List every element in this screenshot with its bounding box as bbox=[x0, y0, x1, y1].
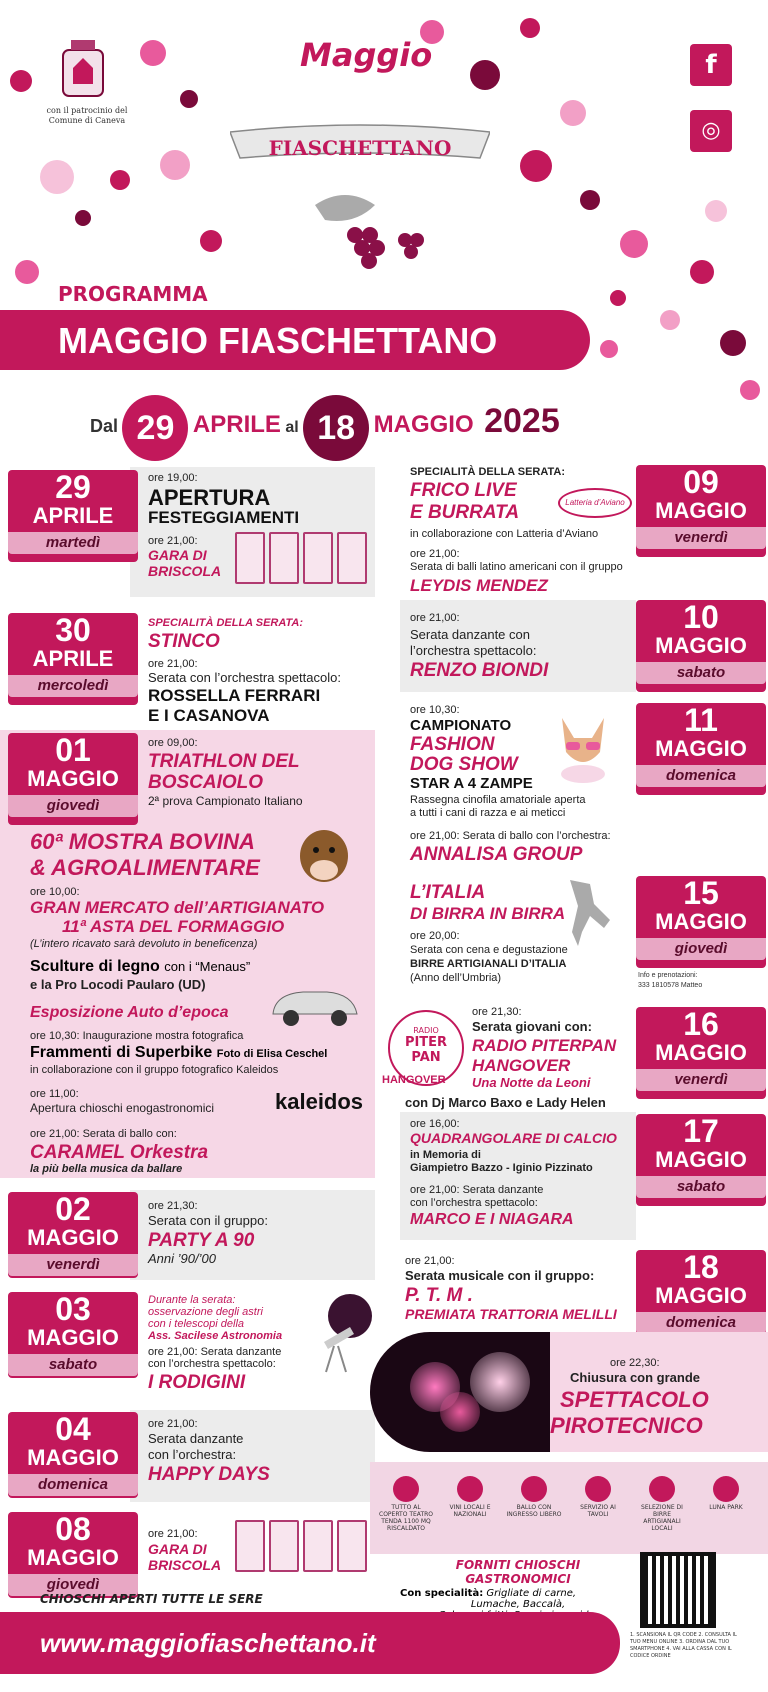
playing-cards-illustration bbox=[235, 532, 367, 584]
event-text: Giampietro Bazzo - Iginio Pizzinato bbox=[410, 1162, 593, 1174]
latteria-logo: Latteria d’Aviano bbox=[558, 488, 632, 518]
event-time: ore 22,30: bbox=[610, 1357, 660, 1369]
day-number: 03 bbox=[55, 1291, 91, 1327]
vintage-car-illustration bbox=[265, 980, 365, 1030]
day-badge bbox=[636, 465, 766, 557]
day-weekday: domenica bbox=[636, 765, 766, 787]
day-badge bbox=[8, 470, 138, 562]
day-month: MAGGIO bbox=[655, 1040, 747, 1065]
day-badge bbox=[8, 733, 138, 825]
event-title: E BURRATA bbox=[410, 502, 520, 523]
day-weekday: domenica bbox=[636, 1312, 766, 1334]
food-label: Con specialità: bbox=[400, 1588, 484, 1599]
event-title: & AGROALIMENTARE bbox=[30, 855, 260, 880]
waiter-icon bbox=[585, 1476, 611, 1502]
event-title: Esposizione Auto d’epoca bbox=[30, 1004, 229, 1021]
day-month: MAGGIO bbox=[655, 633, 747, 658]
event-title: STAR A 4 ZAMPE bbox=[410, 775, 533, 792]
day-number: 10 bbox=[683, 599, 719, 635]
event-title: ROSSELLA FERRARI bbox=[148, 686, 321, 705]
event-text: con i “Menaus” bbox=[164, 959, 251, 974]
day-badge bbox=[636, 703, 766, 795]
event-label: SPECIALITÀ DELLA SERATA: bbox=[410, 466, 566, 478]
food-items: Grigliate di carne, bbox=[486, 1588, 577, 1599]
al-label: al bbox=[285, 419, 299, 437]
event-time: ore 21,30: bbox=[148, 1200, 198, 1212]
event-text: Serata con il gruppo: bbox=[148, 1213, 268, 1228]
event-time: ore 09,00: bbox=[148, 737, 198, 749]
day-month: MAGGIO bbox=[27, 1545, 119, 1570]
event-time: ore 10,30: bbox=[410, 704, 460, 716]
day-number: 08 bbox=[55, 1511, 91, 1547]
day-month: APRILE bbox=[32, 503, 114, 528]
event-title: STINCO bbox=[148, 631, 220, 652]
event-title: APERTURA bbox=[148, 485, 271, 510]
day-month: MAGGIO bbox=[27, 766, 119, 791]
event-title: TRIATHLON DEL bbox=[148, 751, 300, 772]
day-month: MAGGIO bbox=[655, 909, 747, 934]
event-title: PIROTECNICO bbox=[550, 1413, 703, 1438]
chioschi-note: CHIOSCHI APERTI TUTTE LE SERE bbox=[40, 1592, 263, 1606]
hangover-logo: HANGOVER bbox=[382, 1074, 446, 1086]
service-item bbox=[506, 1476, 562, 1518]
service-item bbox=[378, 1476, 434, 1532]
event-title: PARTY A 90 bbox=[148, 1230, 255, 1251]
main-title: MAGGIO FIASCHETTANO bbox=[58, 320, 498, 361]
event-title: HANGOVER bbox=[472, 1056, 571, 1075]
programma-label: PROGRAMMA bbox=[58, 282, 208, 306]
qr-instructions: 1. SCANSIONA IL QR CODE 2. CONSULTA IL TUO MENU ONLINE 3. ORDINA DAL TUO SMARTPHONE 4. VAI ALLA CASSA CON IL CODICE ORDINE bbox=[630, 1632, 737, 1659]
day-month: APRILE bbox=[32, 646, 114, 671]
event-title: QUADRANGOLARE DI CALCIO bbox=[410, 1130, 617, 1146]
event-text: 2ª prova Campionato Italiano bbox=[148, 794, 303, 808]
event-title: BRISCOLA bbox=[148, 563, 222, 579]
event-text: Serata danzante con bbox=[410, 627, 530, 642]
event-time: ore 21,00: bbox=[410, 548, 460, 560]
event-text: (L’intero ricavato sarà devoluto in beneficenza) bbox=[30, 938, 258, 950]
event-text: (Anno dell’Umbria) bbox=[410, 972, 502, 984]
event-title: HAPPY DAYS bbox=[148, 1464, 270, 1485]
day-badge bbox=[8, 1412, 138, 1498]
event-time: ore 11,00: bbox=[30, 1088, 79, 1100]
day-badge bbox=[636, 1114, 766, 1206]
event-subtitle: Una Notte da Leoni bbox=[472, 1075, 591, 1090]
day-number: 17 bbox=[683, 1113, 719, 1149]
event-time: ore 21,00: bbox=[148, 1528, 198, 1540]
day-number: 18 bbox=[683, 1249, 719, 1285]
day-badge bbox=[636, 1250, 766, 1342]
event-title: BOSCAIOLO bbox=[148, 772, 264, 793]
telescope-illustration bbox=[310, 1294, 374, 1374]
event-title: SPETTACOLO bbox=[560, 1387, 709, 1412]
day-number: 02 bbox=[55, 1191, 91, 1227]
day-weekday: venerdì bbox=[8, 1254, 138, 1276]
event-text: la più bella musica da ballare bbox=[30, 1163, 183, 1175]
event-title: CARAMEL Orkestra bbox=[30, 1142, 209, 1163]
piterpan-logo-radio: RADIO bbox=[413, 1026, 439, 1035]
event-text: Ass. Sacilese Astronomia bbox=[148, 1330, 283, 1342]
event-title: PREMIATA TRATTORIA MELILLI bbox=[405, 1306, 617, 1322]
start-day: 29 bbox=[122, 395, 188, 461]
event-text: con l’orchestra spettacolo: bbox=[410, 1197, 538, 1209]
day-number: 04 bbox=[55, 1411, 91, 1447]
event-title bbox=[30, 1044, 327, 1062]
day-weekday: giovedì bbox=[636, 938, 766, 960]
event-time: ore 21,00: Serata di ballo con l’orchestra: bbox=[410, 830, 611, 842]
end-month: MAGGIO bbox=[373, 411, 474, 439]
day-month: MAGGIO bbox=[655, 1283, 747, 1308]
services-strip bbox=[370, 1462, 768, 1554]
service-label: LUNA PARK bbox=[709, 1504, 743, 1511]
event-time: ore 21,00: Serata danzante bbox=[148, 1346, 282, 1358]
day-number: 16 bbox=[683, 1006, 719, 1042]
event-text: e la Pro Locodi Paularo (UD) bbox=[30, 977, 206, 992]
service-label: TUTTO AL COPERTO TEATRO TENDA 1100 MQ RISCALDATO bbox=[379, 1504, 433, 1532]
tent-icon bbox=[393, 1476, 419, 1502]
event-text: con Dj Marco Baxo e Lady Helen bbox=[405, 1095, 606, 1110]
service-label: SERVIZIO AI TAVOLI bbox=[580, 1504, 616, 1518]
event-text: BIRRE ARTIGIANALI D’ITALIA bbox=[410, 958, 567, 970]
day-number: 15 bbox=[683, 875, 719, 911]
day-weekday: sabato bbox=[8, 1354, 138, 1376]
wine-icon bbox=[457, 1476, 483, 1502]
event-time: ore 21,30: bbox=[472, 1006, 522, 1018]
day-weekday: sabato bbox=[636, 1176, 766, 1198]
patrocinio-text: con il patrocinio del Comune di Caneva bbox=[46, 106, 128, 125]
event-text: Serata con cena e degustazione bbox=[410, 944, 568, 956]
day-number: 11 bbox=[684, 702, 718, 738]
service-item bbox=[698, 1476, 754, 1511]
event-title: RADIO PITERPAN bbox=[472, 1036, 617, 1055]
event-time: ore 16,00: bbox=[410, 1118, 460, 1130]
service-label: SELEZIONE DI BIRRE ARTIGIANALI LOCALI bbox=[641, 1504, 683, 1532]
event-text: ore 10,30: Inaugurazione mostra fotografica bbox=[30, 1030, 244, 1042]
event-text: in collaborazione con Latteria d’Aviano bbox=[410, 528, 599, 540]
date-range bbox=[90, 395, 560, 461]
day-weekday: giovedì bbox=[8, 1574, 138, 1596]
event-title: DI BIRRA IN BIRRA bbox=[410, 904, 566, 923]
day-weekday: venerdì bbox=[636, 527, 766, 549]
event-title: FASHION bbox=[410, 734, 495, 755]
event-title-part: Frammenti di Superbike bbox=[30, 1044, 213, 1061]
day-badge bbox=[636, 876, 766, 968]
event-title: 60ª MOSTRA BOVINA bbox=[30, 829, 255, 854]
title-maggio: Maggio bbox=[300, 36, 433, 74]
event-title: DOG SHOW bbox=[410, 754, 518, 775]
dance-icon bbox=[521, 1476, 547, 1502]
service-item bbox=[442, 1476, 498, 1518]
grapes-illustration bbox=[295, 185, 445, 285]
day-month: MAGGIO bbox=[27, 1225, 119, 1250]
day-badge bbox=[8, 1292, 138, 1378]
dog-illustration bbox=[548, 712, 618, 784]
event-text: con i telescopi della bbox=[148, 1318, 245, 1330]
start-month: APRILE bbox=[192, 411, 281, 439]
service-item bbox=[634, 1476, 690, 1532]
event-title bbox=[30, 958, 250, 976]
event-title: MARCO E I NIAGARA bbox=[410, 1211, 574, 1228]
day-badge bbox=[636, 600, 766, 692]
day-weekday: martedì bbox=[8, 532, 138, 554]
food-title: FORNITI CHIOSCHI bbox=[455, 1558, 581, 1572]
event-text: in Memoria di bbox=[410, 1149, 481, 1161]
day-badge bbox=[636, 1007, 766, 1099]
event-time: ore 21,00: bbox=[148, 535, 198, 547]
info-phone: 333 1810578 Matteo bbox=[638, 982, 703, 989]
event-time: ore 10,00: bbox=[30, 886, 80, 898]
event-text: Serata giovani con: bbox=[472, 1019, 592, 1034]
year: 2025 bbox=[484, 402, 560, 441]
event-title: LEYDIS MENDEZ bbox=[410, 576, 548, 595]
event-title: P. T. M . bbox=[405, 1285, 473, 1306]
event-time: ore 21,00: bbox=[410, 612, 460, 624]
day-month: MAGGIO bbox=[27, 1325, 119, 1350]
event-text: Chiusura con grande bbox=[570, 1370, 701, 1385]
day-weekday: sabato bbox=[636, 662, 766, 684]
fireworks-illustration bbox=[370, 1332, 550, 1452]
service-label: VINI LOCALI E NAZIONALI bbox=[449, 1504, 491, 1518]
event-text: con l’orchestra spettacolo: bbox=[148, 1358, 276, 1370]
event-time: ore 20,00: bbox=[410, 930, 460, 942]
event-text: Anni ’90/’00 bbox=[148, 1251, 216, 1266]
day-number: 09 bbox=[683, 464, 719, 500]
playing-cards-illustration bbox=[235, 1520, 367, 1572]
event-time: ore 21,00: Serata danzante bbox=[410, 1184, 544, 1196]
event-text: Foto di Elisa Ceschel bbox=[216, 1048, 328, 1060]
day-number: 01 bbox=[55, 732, 91, 768]
banner-title: FIASCHETTANO bbox=[268, 136, 452, 160]
beer-icon bbox=[649, 1476, 675, 1502]
day-month: MAGGIO bbox=[655, 736, 747, 761]
event-title: L’ITALIA bbox=[410, 882, 486, 903]
event-text: Serata musicale con il gruppo: bbox=[405, 1268, 595, 1283]
facebook-icon[interactable]: f bbox=[690, 44, 732, 86]
day-weekday: domenica bbox=[8, 1474, 138, 1496]
event-text: Apertura chioschi enogastronomici bbox=[30, 1101, 215, 1115]
event-time: ore 21,00: bbox=[148, 1418, 198, 1430]
event-text: in collaborazione con il gruppo fotografico Kaleidos bbox=[30, 1064, 279, 1076]
day-month: MAGGIO bbox=[655, 498, 747, 523]
event-text: con l’orchestra: bbox=[148, 1447, 237, 1462]
event-time: ore 21,00: Serata di ballo con: bbox=[30, 1128, 177, 1140]
event-time: ore 19,00: bbox=[148, 472, 198, 484]
italy-map-illustration bbox=[560, 876, 620, 950]
event-title: GRAN MERCATO dell’ARTIGIANATO bbox=[30, 898, 325, 917]
event-text: Serata di balli latino americani con il gruppo bbox=[410, 561, 623, 573]
service-label: BALLO CON INGRESSO LIBERO bbox=[506, 1504, 562, 1518]
kaleidos-logo: kaleidos bbox=[275, 1089, 364, 1114]
event-title: 11ª ASTA DEL FORMAGGIO bbox=[62, 917, 285, 936]
event-title: E I CASANOVA bbox=[148, 706, 270, 725]
event-time: ore 21,00: bbox=[405, 1255, 455, 1267]
cow-illustration bbox=[288, 820, 360, 886]
event-title: FESTEGGIAMENTI bbox=[148, 508, 300, 527]
event-title: CAMPIONATO bbox=[410, 717, 512, 734]
day-month: MAGGIO bbox=[27, 1445, 119, 1470]
day-number: 29 bbox=[55, 469, 91, 505]
event-title: GARA DI bbox=[148, 547, 207, 563]
day-badge bbox=[8, 1192, 138, 1278]
event-text: a tutti i cani di razza e ai meticci bbox=[410, 807, 566, 819]
day-badge bbox=[8, 613, 138, 705]
day-weekday: venerdì bbox=[636, 1069, 766, 1091]
info-label: Info e prenotazioni: bbox=[638, 972, 698, 979]
food-title: GASTRONOMICI bbox=[465, 1572, 571, 1586]
event-title: GARA DI bbox=[148, 1541, 207, 1557]
day-month: MAGGIO bbox=[655, 1147, 747, 1172]
event-title: RENZO BIONDI bbox=[410, 660, 549, 681]
event-text: Durante la serata: bbox=[148, 1294, 236, 1306]
website-link[interactable]: www.maggiofiaschettano.it bbox=[40, 1628, 376, 1658]
event-text: Rassegna cinofila amatoriale aperta bbox=[410, 794, 586, 806]
event-title: I RODIGINI bbox=[148, 1372, 246, 1393]
event-text: Serata danzante bbox=[148, 1431, 244, 1446]
day-badge bbox=[8, 1512, 138, 1598]
dal-label: Dal bbox=[90, 416, 119, 437]
food-items: Lumache, Baccalà, bbox=[470, 1599, 566, 1610]
instagram-icon[interactable]: ◎ bbox=[690, 110, 732, 152]
event-text: osservazione degli astri bbox=[148, 1306, 263, 1318]
event-time: ore 21,00: bbox=[148, 658, 198, 670]
event-title: FRICO LIVE bbox=[410, 480, 517, 501]
day-weekday: mercoledì bbox=[8, 675, 138, 697]
service-item bbox=[570, 1476, 626, 1518]
event-title-part: Sculture di legno bbox=[30, 958, 160, 975]
event-text: l’orchestra spettacolo: bbox=[410, 643, 537, 658]
piterpan-logo-name: PITER PAN bbox=[404, 1035, 448, 1065]
event-text: Serata con l’orchestra spettacolo: bbox=[148, 670, 341, 685]
event-title: ANNALISA GROUP bbox=[410, 844, 583, 865]
day-number: 30 bbox=[55, 612, 91, 648]
comune-crest bbox=[55, 38, 111, 102]
day-weekday: giovedì bbox=[8, 795, 138, 817]
end-day: 18 bbox=[303, 395, 369, 461]
event-title: BRISCOLA bbox=[148, 1557, 222, 1573]
event-label: SPECIALITÀ DELLA SERATA: bbox=[148, 617, 304, 629]
carousel-icon bbox=[713, 1476, 739, 1502]
qr-code[interactable] bbox=[640, 1552, 716, 1628]
